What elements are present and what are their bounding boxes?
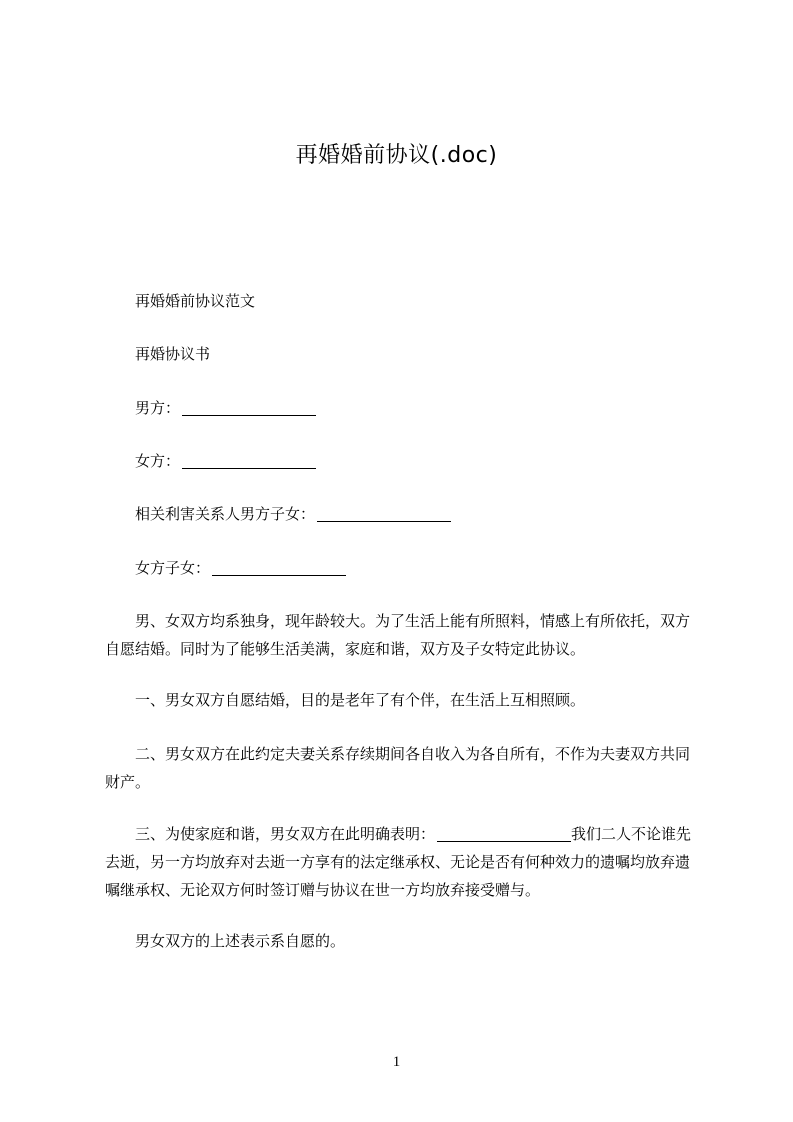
clause-3-prefix: 三、为使家庭和谐，男女双方在此明确表明：	[135, 825, 436, 843]
document-title: 再婚婚前协议(.doc)	[295, 143, 498, 168]
heading-agreement-book: 再婚协议书	[135, 345, 211, 363]
related-party-line	[105, 500, 700, 528]
clause-1: 一、男女双方自愿结婚，目的是老年了有个伴，在生活上互相照顾。	[135, 691, 586, 709]
male-party-label: 男方：	[135, 399, 181, 417]
clause-3	[105, 820, 700, 904]
intro-paragraph: 男、女双方均系独身，现年龄较大。为了生活上能有所照料，情感上有所依托，双方自愿结婚。同时为了能够生活美满，家庭和谐，双方及子女特定此协议。	[105, 612, 691, 658]
clause-2: 二、男女双方在此约定夫妻关系存续期间各自收入为各自所有，不作为夫妻双方共同财产。	[105, 745, 691, 791]
female-party-label: 女方：	[135, 452, 181, 470]
female-children-blank	[212, 559, 346, 576]
female-children-label: 女方子女：	[135, 559, 211, 577]
female-party-line	[105, 447, 700, 475]
female-children-line	[105, 554, 700, 582]
clause-3-blank	[437, 825, 571, 842]
related-party-label: 相关利害关系人男方子女：	[135, 505, 316, 523]
male-party-line	[105, 394, 700, 422]
related-party-blank	[317, 505, 451, 522]
closing-statement: 男女双方的上述表示系自愿的。	[135, 932, 346, 950]
clause-3-suffix: 我们二人不论谁先去逝，另一方均放弃对去逝一方享有的法定继承权、无论是否有何种效力的遗嘱均放弃遗嘱继承权、无论双方何时签订赠与协议在世一方均放弃接受赠与。	[105, 825, 692, 899]
page-number: 1	[392, 1054, 401, 1070]
male-party-blank	[182, 399, 316, 416]
female-party-blank	[182, 452, 316, 469]
heading-agreement-sample: 再婚婚前协议范文	[135, 292, 256, 310]
